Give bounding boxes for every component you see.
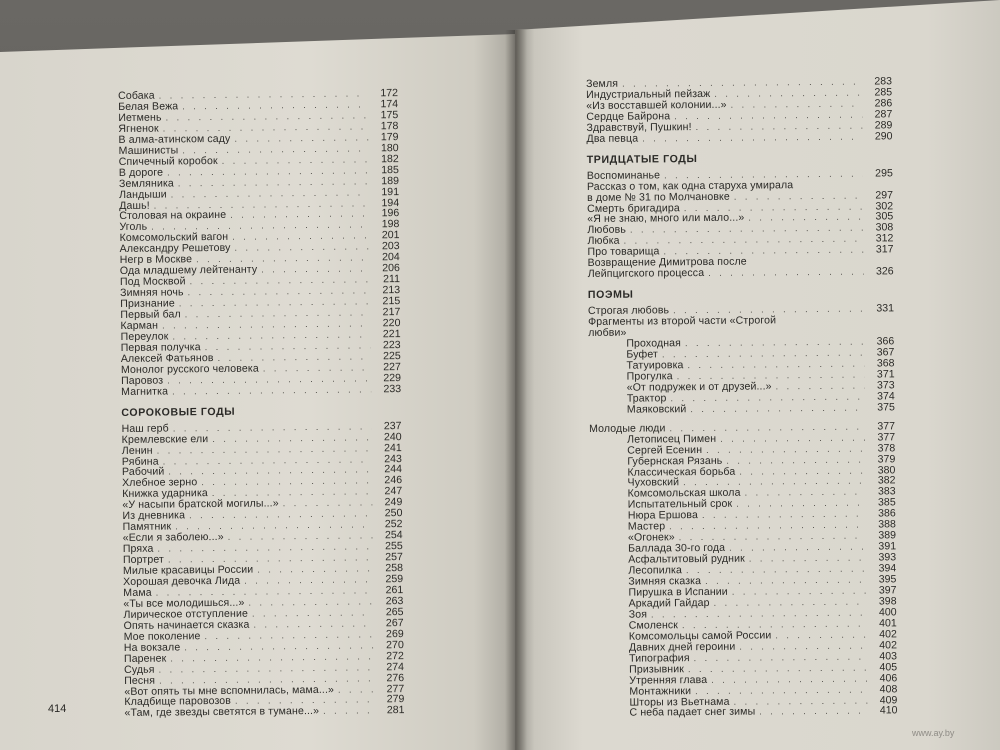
toc-entry-title: Машинисты	[118, 144, 179, 157]
toc-entry-page: 386	[878, 507, 896, 520]
right-toc-column	[586, 76, 898, 719]
toc-entry-title: Молодые люди	[588, 422, 666, 435]
toc-entry-page: 383	[877, 485, 896, 498]
toc-entry-title: Лесопилка	[628, 564, 682, 577]
toc-entry-title: Монолог русского человека	[120, 362, 259, 376]
toc-entry-title: Дашь!	[119, 199, 150, 212]
toc-entry-title: Первый бал	[120, 308, 181, 322]
toc-entry-page: 397	[878, 584, 897, 597]
toc-entry-title: Здравствуй, Пушкин!	[586, 120, 692, 134]
toc-entry-title: Любовь	[587, 224, 626, 237]
toc-entry-page: 258	[385, 562, 404, 575]
toc-entry-title: «Если я заболею...»	[122, 531, 224, 545]
toc-entry-page: 308	[875, 221, 894, 234]
toc-entry-title: Шторы из Вьетнама	[629, 695, 730, 709]
toc-entry-title: Летописец Пимен	[627, 432, 717, 446]
toc-entry-title: Александру Решетову	[119, 242, 231, 256]
toc-entry-page: 295	[875, 166, 893, 180]
toc-entry-page: 206	[382, 262, 400, 275]
toc-entry-page: 290	[874, 130, 893, 143]
toc-entry-title: Классическая борьба	[627, 465, 736, 479]
toc-entry-page: 233	[383, 382, 402, 395]
toc-entry-page: 252	[384, 518, 403, 531]
toc-entry-page: 270	[386, 638, 404, 651]
toc-entry-page: 240	[383, 430, 402, 443]
toc-entry-title: Индустриальный пейзаж	[586, 87, 711, 101]
toc-entry-title: Любка	[587, 235, 620, 248]
toc-entry-title: Уголь	[119, 221, 148, 234]
toc-entry-page: 391	[878, 540, 897, 553]
toc-entry-title: Фрагменты из второй части «Строгой	[588, 314, 777, 329]
toc-entry-title: Кремлевские ели	[121, 432, 209, 446]
toc-entry-page: 389	[878, 529, 897, 542]
toc-entry-title: «Ты все молодишься...»	[123, 596, 245, 610]
section-heading-poems: ПОЭМЫ	[587, 288, 634, 302]
toc-entry-title: Хлебное зерно	[122, 476, 198, 490]
toc-entry-title: Опять начинается сказка	[123, 618, 250, 632]
toc-entry-title: В дороге	[118, 166, 164, 179]
toc-entry-page: 189	[381, 174, 400, 187]
toc-leader-dots	[775, 629, 867, 641]
toc-entry-title: Лейпцигского процесса	[587, 267, 705, 281]
toc-entry-page: 274	[386, 660, 405, 673]
toc-entry-title: Белая Вежа	[118, 100, 179, 113]
toc-entry-page: 175	[380, 108, 399, 122]
toc-entry-page: 198	[381, 218, 400, 231]
toc-entry-title: Карман	[120, 319, 159, 333]
toc-entry-page: 400	[878, 606, 897, 619]
toc-entry-page: 269	[385, 627, 404, 640]
toc-entry-page: 285	[874, 86, 893, 99]
toc-entry-title: Ленин	[121, 444, 153, 457]
toc-entry-page: 223	[382, 338, 401, 352]
toc-entry-title: Кладбище паровозов	[124, 695, 232, 709]
toc-entry-page: 272	[386, 649, 404, 662]
toc-entry-page: 374	[877, 390, 895, 403]
toc-leader-dots	[690, 402, 865, 414]
toc-entry-page: 243	[384, 452, 402, 465]
toc-entry-page: 201	[381, 229, 400, 242]
toc-entry-title: Призывник	[629, 662, 685, 676]
toc-entry-title: Про товарища	[587, 245, 660, 259]
toc-entry-page: 179	[380, 130, 399, 144]
toc-entry-title: Пряха	[122, 542, 154, 556]
toc-entry-page: 326	[875, 265, 894, 278]
toc-entry-page: 368	[876, 357, 895, 370]
toc-entry-title: В алма-атинском саду	[118, 132, 231, 146]
toc-entry-title: Земляника	[118, 177, 174, 190]
toc-entry-title: Трактор	[626, 392, 667, 405]
book-gutter	[505, 30, 527, 750]
toc-entry-title: в доме № 31 по Молчановке	[586, 190, 730, 204]
toc-entry-page: 406	[879, 671, 898, 685]
toc-entry-title: Два певца	[586, 132, 639, 145]
toc-entry-page: 194	[381, 196, 400, 209]
toc-entry-title: Магнитка	[121, 385, 169, 398]
toc-entry-title: Прогулка	[626, 370, 673, 383]
toc-entry-page: 247	[384, 485, 403, 498]
section-heading-thirties: ТРИДЦАТЫЕ ГОДЫ	[586, 152, 698, 166]
toc-entry-title: Хорошая девочка Лида	[123, 574, 241, 588]
toc-entry-page: 244	[384, 463, 403, 476]
toc-entry-page: 265	[385, 605, 404, 619]
toc-entry-page: 229	[383, 371, 402, 385]
toc-entry-title: Маяковский	[626, 402, 687, 416]
toc-entry-title: Судья	[123, 663, 155, 676]
toc-entry-title: Губернская Рязань	[627, 454, 723, 468]
toc-entry-page: 246	[384, 474, 403, 487]
toc-entry-title: Асфальтитовый рудник	[628, 552, 745, 566]
toc-entry-page: 185	[381, 163, 399, 176]
toc-leader-dots	[708, 267, 864, 279]
toc-entry-page: 178	[380, 119, 399, 133]
toc-entry-title: Рассказ о том, как одна старуха умирала	[586, 178, 794, 193]
toc-entry-page: 241	[384, 441, 402, 454]
toc-entry-page: 297	[875, 188, 894, 202]
toc-entry-title: Мастер	[627, 520, 666, 533]
toc-entry-page: 254	[384, 529, 403, 542]
toc-entry-page: 289	[874, 119, 893, 132]
toc-entry-title: Столовая на окраине	[119, 209, 227, 223]
toc-entry	[121, 384, 401, 398]
toc-entry-title: «Огонек»	[627, 531, 675, 544]
toc-entry-title: Рябина	[121, 455, 159, 468]
toc-entry-page: 277	[386, 682, 405, 695]
toc-entry-page: 378	[877, 441, 896, 455]
toc-entry-title: Переулок	[120, 330, 169, 343]
toc-entry-page: 250	[384, 507, 403, 520]
toc-entry-title: Милые красавицы России	[122, 563, 254, 578]
toc-entry-page: 286	[874, 97, 893, 110]
toc-entry-page: 409	[879, 693, 898, 706]
toc-leader-dots	[759, 706, 867, 718]
toc-entry-page: 402	[879, 628, 897, 641]
toc-entry-title: любви»	[588, 326, 627, 340]
toc-entry-title: Спичечный коробок	[118, 154, 218, 168]
toc-entry-page: 393	[878, 551, 897, 564]
toc-entry-title: Комсомольцы самой России	[628, 629, 772, 643]
toc-entry-title: Монтажники	[629, 684, 692, 698]
toc-entry-title: Проходная	[626, 337, 682, 350]
toc-entry-page: 395	[878, 573, 897, 586]
watermark: www.ay.by	[912, 728, 955, 738]
toc-entry-title: Типография	[629, 651, 690, 665]
toc-entry-page: 410	[879, 704, 898, 717]
toc-entry-title: Первая получка	[120, 341, 201, 354]
toc-entry-title: Комсомольская школа	[627, 487, 741, 501]
toc-entry-page: 263	[385, 594, 404, 608]
toc-entry-page: 182	[380, 152, 399, 165]
toc-entry-page: 172	[380, 87, 399, 100]
toc-entry-page: 305	[875, 210, 894, 223]
toc-entry-title: Рабочий	[121, 465, 165, 479]
toc-leader-dots	[642, 131, 862, 144]
toc-entry-title: Утренняя глава	[629, 673, 708, 687]
toc-entry-page: 331	[876, 302, 895, 315]
toc-entry-page: 388	[878, 518, 896, 531]
toc-entry	[586, 131, 892, 145]
toc-group-left-b	[121, 421, 404, 720]
toc-entry-page: 302	[875, 199, 894, 213]
toc-entry-title: Воспоминанье	[586, 169, 661, 182]
toc-entry-title: «От подружек и от друзей...»	[626, 380, 772, 394]
toc-entry-page: 249	[384, 496, 403, 509]
toc-entry-page: 211	[383, 273, 401, 286]
toc-entry-page: 255	[385, 540, 403, 553]
toc-entry-title: Собака	[117, 89, 155, 102]
toc-entry-page: 225	[383, 349, 401, 363]
toc-entry-title: Буфет	[626, 348, 658, 361]
toc-entry-title: Наш герб	[121, 422, 169, 435]
toc-group-right-c	[588, 336, 895, 415]
toc-entry-page: 261	[385, 583, 404, 597]
toc-entry-title: «У насыпи братской могилы...»	[122, 497, 279, 512]
toc-entry-title: Зимняя ночь	[120, 286, 184, 300]
toc-entry-page: 380	[877, 463, 896, 476]
toc-group-right-b	[587, 168, 894, 280]
toc-entry-title: Нюра Ершова	[627, 509, 699, 522]
toc-entry-title: Алексей Фатьянов	[120, 351, 214, 365]
toc-entry-title: Негр в Москве	[119, 253, 193, 267]
toc-entry-title: Возвращение Димитрова после	[587, 255, 747, 270]
toc-entry-page: 259	[385, 573, 404, 586]
toc-entry-page: 287	[874, 108, 893, 121]
toc-entry-title: Испытательный срок	[627, 498, 733, 512]
toc-entry-title: Зоя	[628, 608, 648, 621]
toc-entry-title: Песня	[124, 674, 156, 687]
toc-entry-page: 394	[878, 562, 897, 575]
toc-entry-title: Книжка ударника	[122, 487, 208, 501]
toc-entry-title: Земля	[585, 77, 619, 90]
toc-group-left-a	[118, 88, 401, 398]
toc-entry-page: 281	[386, 704, 405, 717]
toc-entry-page: 379	[877, 452, 896, 466]
toc-entry-page: 215	[382, 295, 401, 308]
toc-entry-title: Ягненок	[118, 122, 159, 135]
toc-entry-page: 382	[877, 474, 896, 487]
toc-entry-title: На вокзале	[123, 641, 181, 654]
toc-entry-title: Мама	[123, 586, 152, 599]
toc-entry-page: 401	[879, 617, 897, 630]
toc-leader-dots	[776, 380, 865, 392]
toc-entry-title: «Я не знаю, много или мало...»	[587, 212, 745, 226]
toc-entry-title: Портрет	[122, 553, 164, 567]
toc-entry-title: Сердце Байрона	[586, 110, 671, 123]
toc-group-right-a	[586, 76, 893, 144]
toc-entry-title: Мое поколение	[123, 629, 201, 643]
toc-entry-page: 405	[879, 660, 898, 674]
toc-entry-page: 213	[382, 284, 401, 297]
toc-entry-page: 375	[877, 401, 895, 414]
toc-entry-title: Смерть бригадира	[587, 201, 680, 215]
toc-leader-dots	[323, 706, 375, 717]
toc-entry-page: 403	[879, 650, 898, 663]
toc-entry-title: Сергей Есенин	[627, 443, 703, 457]
toc-entry-title: Строгая любовь	[587, 304, 670, 318]
toc-leader-dots	[338, 684, 374, 695]
toc-entry-page: 204	[382, 251, 400, 264]
left-toc-column	[118, 88, 405, 719]
toc-leader-dots	[172, 384, 371, 397]
toc-entry-title: Паренек	[123, 652, 167, 665]
section-heading-forties: СОРОКОВЫЕ ГОДЫ	[121, 405, 236, 419]
toc-entry-title: С неба падает снег зимы	[629, 706, 756, 720]
toc-entry-title: Паровоз	[120, 374, 164, 387]
toc-entry-title: Ода младшему лейтенанту	[119, 263, 258, 278]
toc-entry-page: 377	[877, 430, 896, 444]
toc-entry-title: Аркадий Гайдар	[628, 596, 710, 610]
toc-entry-page: 398	[878, 595, 897, 608]
toc-entry-page: 180	[380, 141, 399, 155]
toc-entry-page: 257	[385, 551, 403, 564]
toc-entry-page: 408	[879, 682, 898, 696]
toc-entry-title: Иетмень	[118, 111, 162, 124]
toc-entry-title: «Из восставшей колонии...»	[586, 98, 727, 112]
toc-leader-dots	[797, 187, 863, 188]
toc-entry-page: 227	[383, 360, 401, 374]
toc-entry-page: 276	[386, 671, 405, 684]
toc-entry-title: Чуховский	[627, 476, 680, 490]
toc-entry-title: Ландыши	[119, 188, 167, 201]
toc-leader-dots	[751, 264, 864, 265]
toc-entry-page: 283	[874, 75, 893, 88]
toc-entry-title: Из дневника	[122, 509, 186, 523]
toc-entry-page: 203	[381, 240, 400, 253]
toc-entry-page: 317	[875, 243, 894, 256]
toc-group-right-d	[589, 432, 897, 719]
toc-entry-page: 220	[382, 317, 401, 330]
page-number: 414	[47, 702, 67, 716]
toc-entry-page: 196	[381, 207, 400, 220]
toc-entry-page: 267	[385, 616, 404, 630]
toc-entry-title: Памятник	[122, 520, 172, 534]
toc-entry	[588, 267, 894, 281]
toc-entry-page: 367	[876, 346, 895, 359]
toc-entry-page: 174	[380, 98, 399, 111]
toc-entry-title: «Вот опять ты мне вспомнилась, мама...»	[124, 683, 335, 698]
toc-entry-page: 377	[877, 420, 896, 433]
toc-entry-page: 366	[876, 335, 895, 348]
toc-entry-title: Под Москвой	[119, 275, 186, 289]
toc-entry-page: 191	[381, 185, 400, 198]
toc-entry-page: 312	[875, 232, 894, 245]
toc-entry-title: «Там, где звезды светятся в тумане...»	[124, 705, 320, 720]
toc-entry-title: Смоленск	[628, 619, 679, 632]
toc-entry-title: Пирушка в Испании	[628, 585, 728, 599]
toc-entry-page: 373	[876, 379, 895, 392]
toc-entry-title: Признание	[120, 297, 175, 311]
toc-entry-title: Лирическое отступление	[123, 607, 249, 621]
toc-entry-title: Зимняя сказка	[628, 575, 702, 588]
toc-entry-page: 371	[876, 368, 895, 381]
toc-entry-title: Комсомольский вагон	[119, 231, 229, 245]
toc-entry-page: 237	[383, 419, 402, 432]
toc-entry-page: 385	[877, 496, 896, 509]
toc-entry-page: 279	[386, 693, 405, 706]
toc-entry-title: Татуировка	[626, 359, 684, 372]
toc-entry-page: 221	[382, 328, 401, 341]
toc-entry-page: 402	[879, 639, 898, 652]
toc-entry-page: 217	[382, 306, 401, 319]
toc-entry-title: Давних дней героини	[628, 640, 736, 654]
toc-entry-title: Баллада 30-го года	[628, 541, 726, 555]
